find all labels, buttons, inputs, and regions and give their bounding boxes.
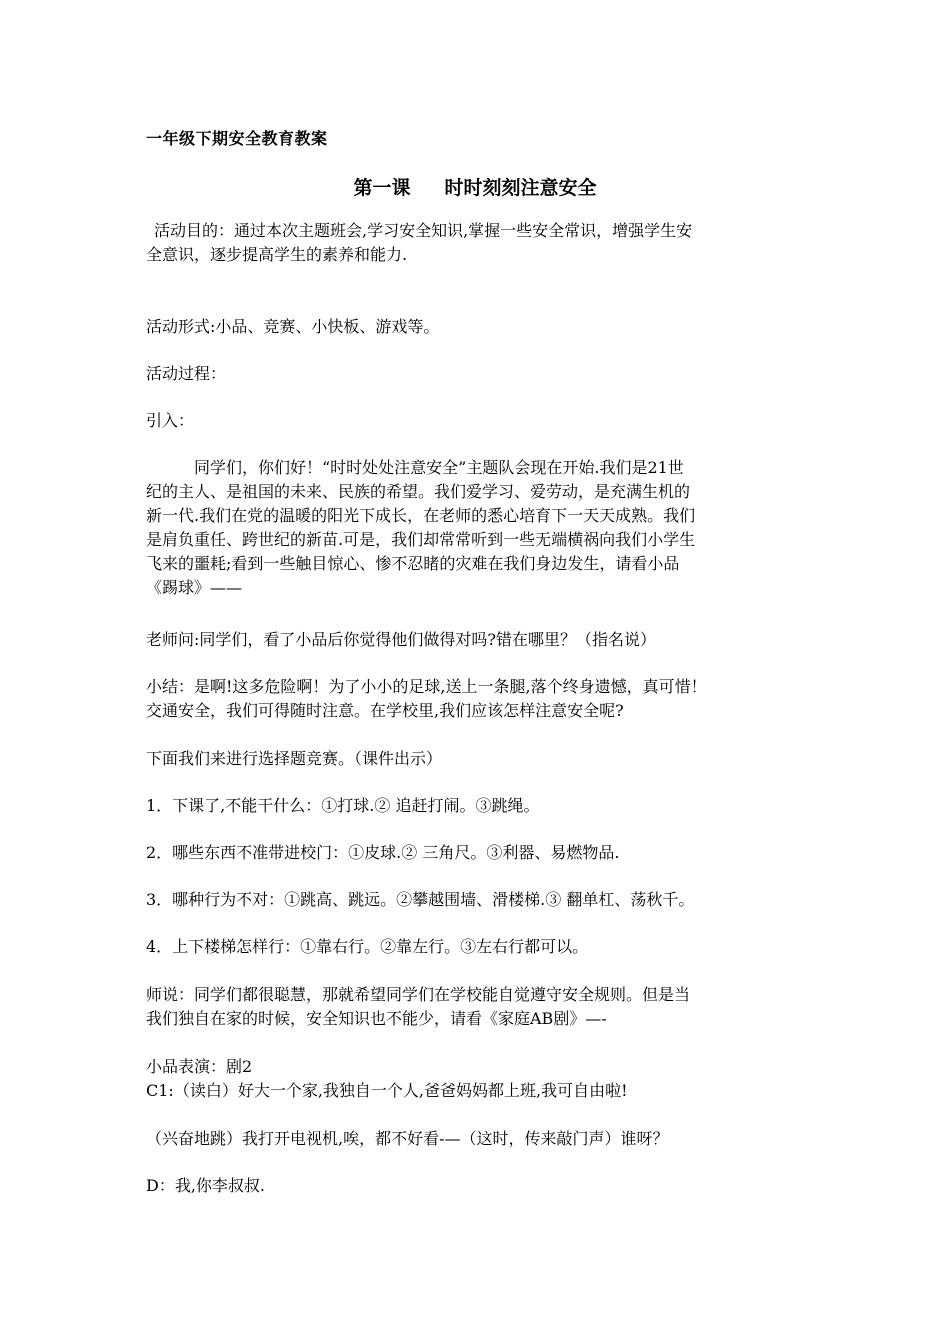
paragraph-line: 全意识，逐步提高学生的素养和能力. bbox=[146, 245, 408, 264]
paragraph bbox=[146, 983, 826, 1031]
paragraph-line: 活动形式:小品、竞赛、小快板、游戏等。 bbox=[146, 317, 440, 336]
paragraph bbox=[146, 456, 826, 600]
lesson-number: 第一课 bbox=[353, 177, 411, 199]
paragraph-line: 师说：同学们都很聪慧，那就希望同学们在学校能自觉遵守安全规则。但是当 bbox=[146, 985, 691, 1004]
paragraph bbox=[146, 409, 826, 433]
paragraph bbox=[146, 628, 826, 652]
paragraph bbox=[146, 1055, 826, 1103]
paragraph bbox=[146, 841, 826, 865]
paragraph-line: 飞来的噩耗;看到一些触目惊心、惨不忍睹的灾难在我们身边发生，请看小品 bbox=[146, 554, 680, 573]
paragraph-line: 交通安全，我们可得随时注意。在学校里,我们应该怎样注意安全呢? bbox=[146, 701, 624, 720]
paragraph bbox=[146, 315, 826, 339]
paragraph-line: 《踢球》—— bbox=[146, 578, 243, 597]
document-title: 一年级下期安全教育教案 bbox=[146, 129, 328, 148]
paragraph-line: 引入： bbox=[146, 411, 195, 430]
paragraph-line: 3．哪种行为不对：①跳高、跳远。②攀越围墙、滑楼梯.③ 翻单杠、荡秋千。 bbox=[146, 890, 695, 909]
paragraph-line: 4．上下楼梯怎样行：①靠右行。②靠左行。③左右行都可以。 bbox=[146, 937, 589, 956]
paragraph-line: 1．下课了,不能干什么：①打球.② 追赶打闹。③跳绳。 bbox=[146, 796, 540, 815]
paragraph-line: 新一代.我们在党的温暖的阳光下成长，在老师的悉心培育下一天天成熟。我们 bbox=[146, 506, 696, 525]
paragraph-line: 活动过程： bbox=[146, 364, 227, 383]
paragraph bbox=[146, 794, 826, 818]
paragraph-line: 同学们，你们好！“时时处处注意安全”主题队会现在开始.我们是21世 bbox=[146, 458, 684, 477]
paragraph-line: 活动目的：通过本次主题班会,学习安全知识,掌握一些安全常识，增强学生安 bbox=[146, 221, 693, 240]
paragraph bbox=[146, 1174, 826, 1198]
lesson-heading bbox=[0, 173, 950, 200]
lesson-title: 时时刻刻注意安全 bbox=[444, 177, 597, 199]
paragraph bbox=[146, 888, 826, 912]
paragraph-line: 老师问:同学们，看了小品后你觉得他们做得对吗?错在哪里？（指名说） bbox=[146, 630, 656, 649]
paragraph-line: 纪的主人、是祖国的未来、民族的希望。我们爱学习、爱劳动，是充满生机的 bbox=[146, 482, 691, 501]
paragraph bbox=[146, 747, 826, 771]
paragraph-line: 是肩负重任、跨世纪的新苗.可是，我们却常常听到一些无端横祸向我们小学生 bbox=[146, 530, 696, 549]
paragraph bbox=[146, 362, 826, 386]
paragraph bbox=[146, 675, 826, 723]
paragraph-line: D：我,你李叔叔. bbox=[146, 1176, 266, 1195]
paragraph-line: 小结：是啊!这多危险啊！为了小小的足球,送上一条腿,落个终身遗憾，真可惜！ bbox=[146, 677, 707, 696]
paragraph-line: 我们独自在家的时候，安全知识也不能少，请看《家庭AB剧》—- bbox=[146, 1009, 607, 1028]
paragraph-line: 小品表演：剧2 bbox=[146, 1057, 253, 1076]
paragraph-line: 下面我们来进行选择题竞赛。（课件出示） bbox=[146, 749, 443, 768]
paragraph bbox=[146, 1127, 826, 1151]
paragraph-line: （兴奋地跳）我打开电视机,唉，都不好看-—（这时，传来敲门声）谁呀？ bbox=[146, 1129, 669, 1148]
paragraph-line: 2．哪些东西不准带进校门：①皮球.② 三角尺。③利器、易燃物品. bbox=[146, 843, 620, 862]
paragraph bbox=[146, 935, 826, 959]
paragraph-line: C1:（读白）好大一个家,我独自一个人,爸爸妈妈都上班,我可自由啦! bbox=[146, 1081, 628, 1100]
paragraph bbox=[146, 219, 826, 267]
